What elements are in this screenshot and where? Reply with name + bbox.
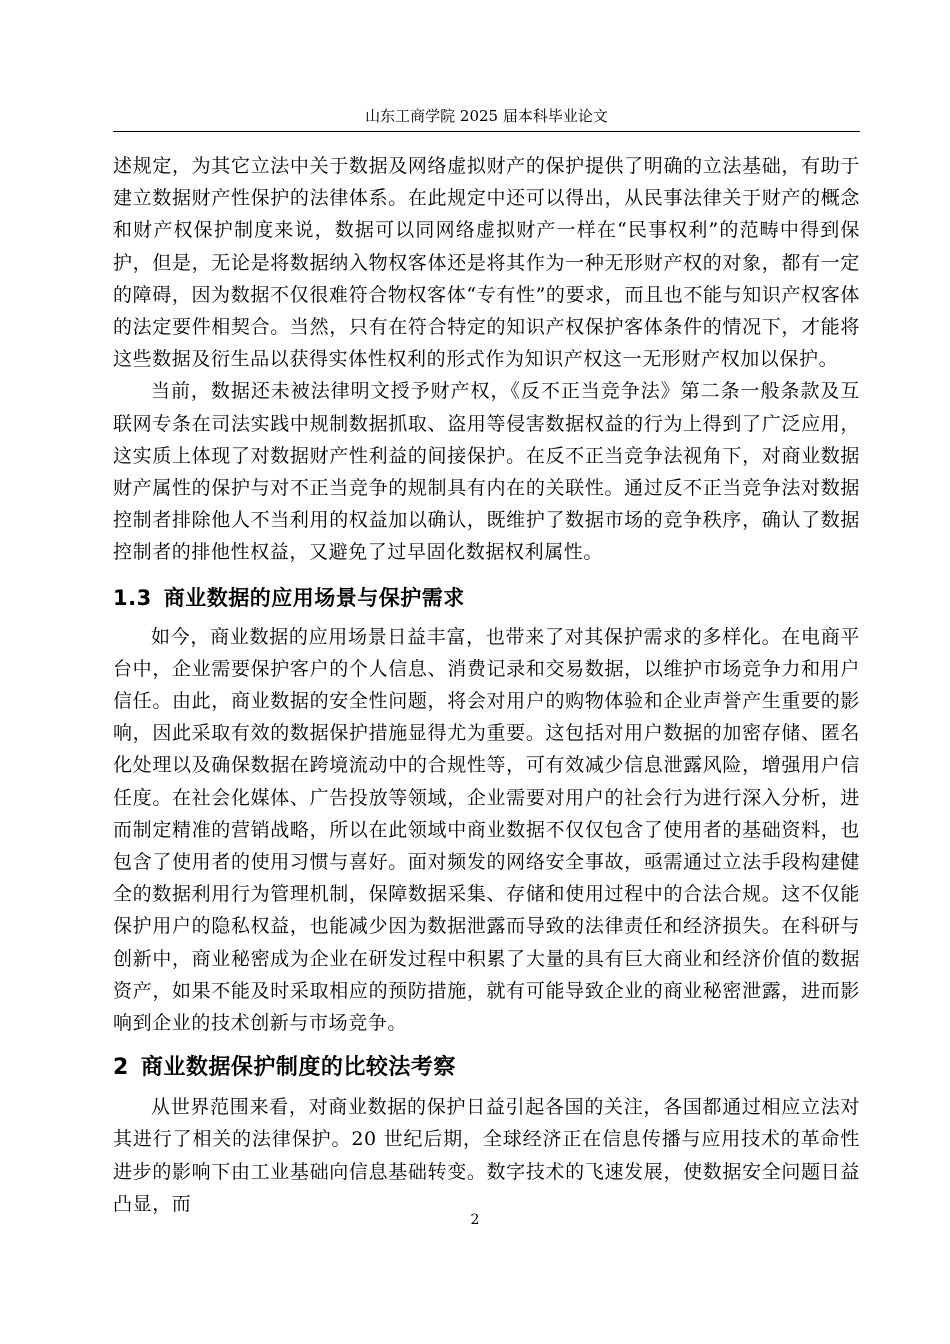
paragraph: 如今，商业数据的应用场景日益丰富，也带来了对其保护需求的多样化。在电商平台中，企业需要保护客户的个人信息、消费记录和交易数据，以维护市场竞争力和用户信任。由此，商业数据的安全性问题，将会对用户的购物体验和企业声誉产生重要的影响，因此采取有效的数据保护措施显得尤为重要。这包括对用户数据的加密存储、匿名化处理以及确保数据在跨境流动中的合规性等，可有效减少信息泄露风险，增强用户信任度。在社会化媒体、广告投放等领域，企业需要对用户的社会行为进行深入分析，进而制定精准的营销战略，所以在此领域中商业数据不仅仅包含了使用者的基础资料，也包含了使用者的使用习惯与喜好。面对频发的网络安全事故，亟需通过立法手段构建健全的数据利用行为管理机制，保障数据采集、存储和使用过程中的合法合规。这不仅能保护用户的隐私权益，也能减少因为数据泄露而导致的法律责任和经济损失。在科研与创新中，商业秘密成为企业在研发过程中积累了大量的具有巨大商业和经济价值的数据资产，如果不能及时采取相应的预防措施，就有可能导致企业的商业秘密泄露，进而影响到企业的技术创新与市场竞争。 (113, 625, 860, 1035)
paragraph: 从世界范围来看，对商业数据的保护日益引起各国的关注，各国都通过相应立法对其进行了相关的法律保护。20 世纪后期，全球经济正在信息传播与应用技术的革命性进步的影响下由工业基础向信息基础转变。数字技术的飞速发展，使数据安全问题日益凸显，而 (113, 1096, 860, 1215)
page-number: 2 (470, 1212, 480, 1228)
paragraph: 当前，数据还未被法律明文授予财产权，《反不正当竞争法》第二条一般条款及互联网专条在司法实践中规制数据抓取、盗用等侵害数据权益的行为上得到了广泛应用，这实质上体现了对数据财产性利益的间接保护。在反不正当竞争法视角下，对商业数据财产属性的保护与对不正当竞争的规制具有内在的关联性。通过反不正当竞争法对数据控制者排除他人不当利用的权益加以确认，既维护了数据市场的竞争秩序，确认了数据控制者的排他性权益，又避免了过早固化数据权利属性。 (113, 380, 860, 564)
section-heading-2 (113, 1051, 860, 1085)
paragraph-continued: 述规定，为其它立法中关于数据及网络虚拟财产的保护提供了明确的立法基础，有助于建立数据财产性保护的法律体系。在此规定中还可以得出，从民事法律关于财产的概念和财产权保护制度来说，数据可以同网络虚拟财产一样在“民事权利”的范畴中得到保护，但是，无论是将数据纳入物权客体还是将其作为一种无形财产权的对象，都有一定的障碍，因为数据不仅很难符合物权客体“专有性”的要求，而且也不能与知识产权客体的法定要件相契合。当然，只有在符合特定的知识产权保护客体条件的情况下，才能将这些数据及衍生品以获得实体性权利的形式作为知识产权这一无形财产权加以保护。 (113, 155, 860, 371)
section-heading-1-3 (113, 581, 860, 615)
section-number: 1.3 (113, 585, 152, 610)
header-rule (113, 131, 860, 132)
document-body (113, 150, 860, 1220)
section-title: 商业数据的应用场景与保护需求 (163, 585, 465, 610)
section-number: 2 (113, 1055, 129, 1081)
section-title: 商业数据保护制度的比较法考察 (140, 1055, 456, 1081)
running-header: 山东工商学院 2025 届本科毕业论文 (365, 107, 608, 125)
